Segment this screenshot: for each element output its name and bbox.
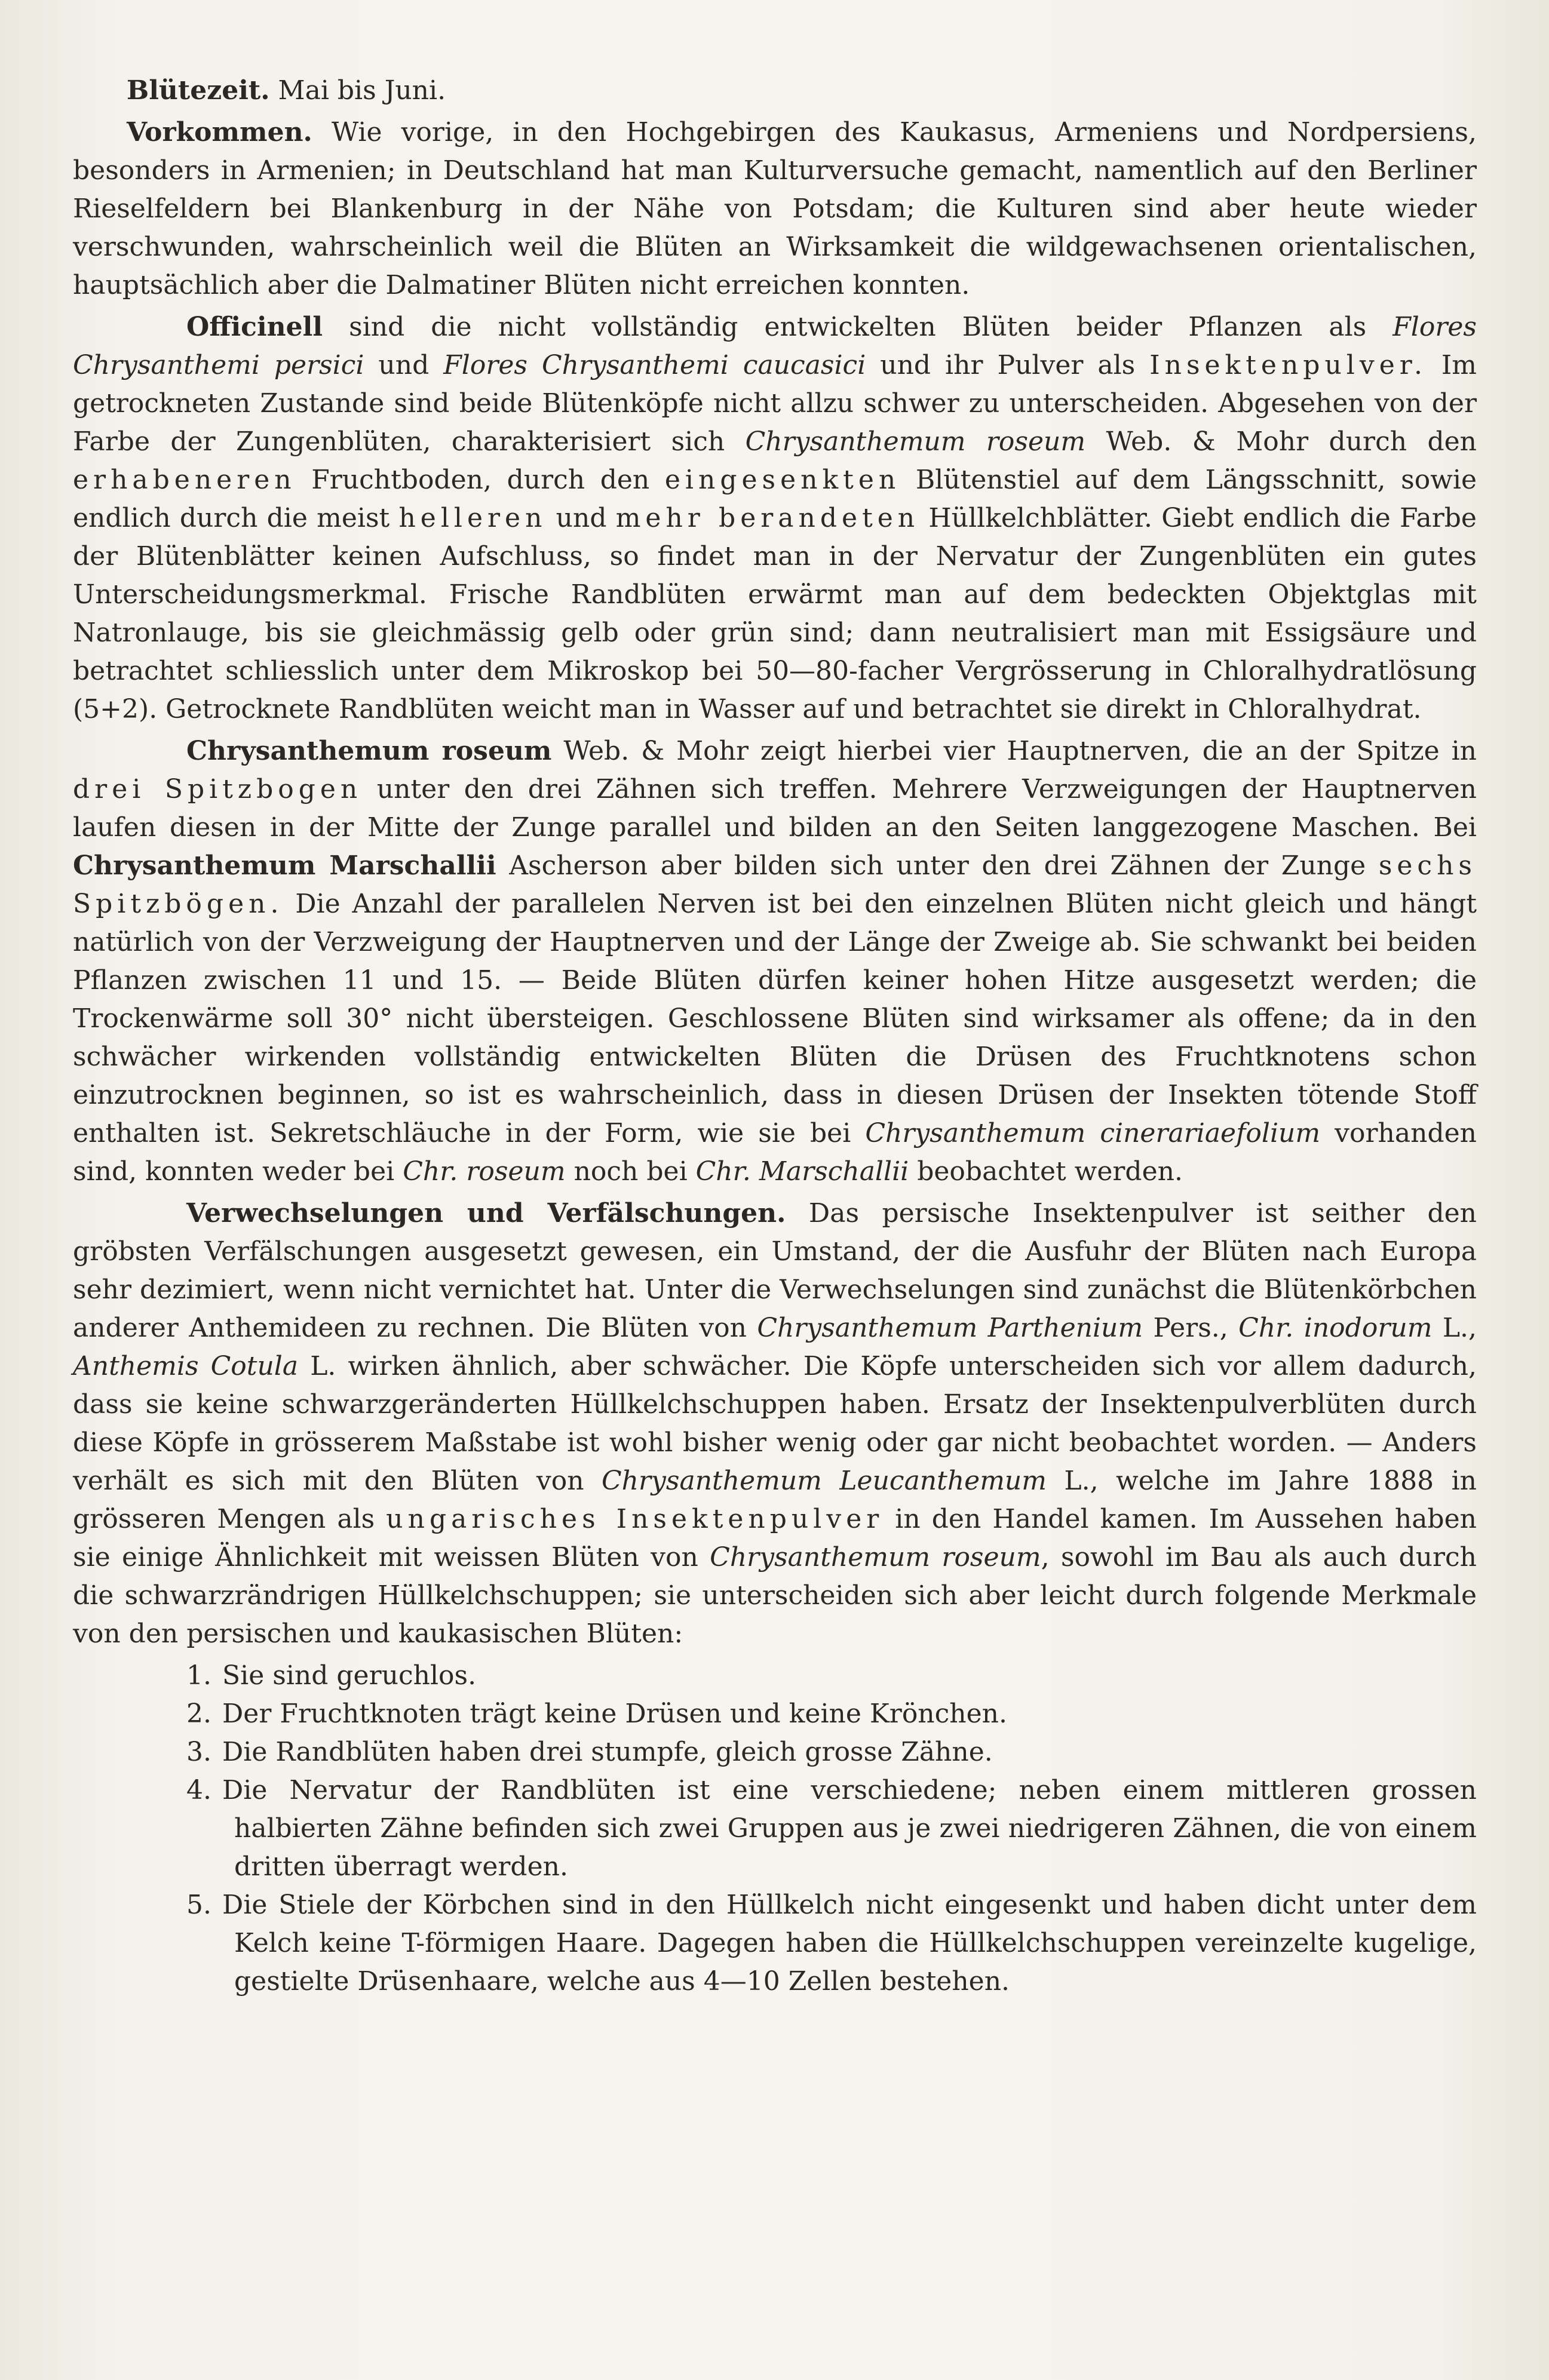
italic-term: Chrysanthemum Parthenium — [757, 1313, 1143, 1343]
italic-term: Chrysanthemum cinerariaefolium — [865, 1118, 1321, 1148]
text-span: unter den drei Zähnen sich treffen. Mehrere Verzweigungen der Hauptnerven laufen diesen in der Mitte der Zunge parallel und bilden an den Seiten langgezogene Maschen. Bei — [73, 774, 1477, 843]
text-span: L. wirken ähnlich, aber schwächer. Die Köpfe unterscheiden sich vor allem dadurch, dass sie keine schwarzgeränderten Hüllkelchschuppen haben. Ersatz der Insektenpulverblüten durch diese Köpfe in grösserem Maßstabe ist wohl bisher wenig oder gar nicht beobachtet worden. — Anders verhält es sich mit den Blüten von — [73, 1351, 1477, 1496]
spaced-term: helleren — [398, 503, 547, 533]
list-item — [186, 1733, 1477, 1771]
italic-term: Chr. Marschallii — [695, 1156, 909, 1187]
heading-blutezeit: Blütezeit. — [127, 75, 270, 106]
list-number: 5. — [186, 1890, 211, 1920]
text-span: Ascherson aber bilden sich unter den drei Zähnen der Zunge — [496, 850, 1379, 881]
italic-term: Chrysanthemum Leucanthemum — [602, 1466, 1047, 1496]
italic-term: Anthemis Cotula — [73, 1351, 299, 1381]
list-number: 1. — [186, 1660, 211, 1691]
text-span: Fruchtboden, durch den — [296, 465, 665, 495]
page-text — [73, 72, 1477, 2001]
paragraph-blutezeit — [73, 72, 1477, 110]
text-span: sind die nicht vollständig entwickelten Blüten beider Pflanzen als — [323, 312, 1393, 342]
text-span: und ihr Pulver als — [866, 350, 1150, 380]
list-item — [186, 1695, 1477, 1733]
text-span: Die Anzahl der parallelen Nerven ist bei den einzelnen Blüten nicht gleich und hängt natürlich von der Verzweigung der Hauptnerven und der Länge der Zweige ab. Sie schwankt bei beiden Pflanzen zwischen 11 und 15. — Beide Blüten dürfen keiner hohen Hitze ausgesetzt werden; die Trockenwärme soll 30° nicht übersteigen. Geschlossene Blüten sind wirksamer als offene; da in den schwächer wirkenden vollständig entwickelten Blüten die Drüsen des Fruchtknotens schon einzutrocknen beginnen, so ist es wahrscheinlich, dass in diesen Drüsen der Insekten tötende Stoff enthalten ist. Sekretschläuche in der Form, wie sie bei — [73, 889, 1477, 1148]
text-span: L., welche im Jahre 1888 in grösseren Mengen als — [73, 1466, 1477, 1534]
heading-vorkommen: Vorkommen. — [127, 117, 312, 148]
list-text: Die Randblüten haben drei stumpfe, gleich grosse Zähne. — [222, 1737, 993, 1767]
paragraph-officinell — [73, 308, 1477, 729]
list-item — [186, 1771, 1477, 1886]
text-span: Pers., — [1143, 1313, 1239, 1343]
text-span: noch bei — [565, 1156, 696, 1187]
italic-term: Flores Chrysanthemi persici — [73, 312, 1477, 380]
list-text: Die Stiele der Körbchen sind in den Hüllkelch nicht eingesenkt und haben dicht unter dem Kelch keine T-förmigen Haare. Dagegen haben die Hüllkelchschuppen vereinzelte kugelige, gestielte Drüsenhaare, welche aus 4—10 Zellen bestehen. — [222, 1890, 1477, 1997]
text-span: Blütenstiel auf dem Längsschnitt, sowie endlich durch die meist — [73, 465, 1477, 533]
text-span: Im getrockneten Zustande sind beide Blütenköpfe nicht allzu schwer zu unterscheiden. Abgesehen von der Farbe der Zungenblüten, charakterisiert sich — [73, 350, 1477, 457]
italic-term: Chrysanthemum roseum — [745, 426, 1086, 457]
list-number: 4. — [186, 1775, 211, 1805]
heading-verwechselungen: Verwechselungen und Verfälschungen. — [186, 1198, 786, 1229]
italic-term: Flores Chrysanthemi caucasici — [443, 350, 866, 380]
text-span: Das persische Insektenpulver ist seither den gröbsten Verfälschungen ausgesetzt gewesen, ein Umstand, der die Ausfuhr der Blüten nach Europa sehr dezimiert, wenn nicht vernichtet hat. Unter die Verwechselungen sind zunächst die Blütenkörbchen anderer Anthemideen zu rechnen. Die Blüten von — [73, 1198, 1477, 1343]
text-vorkommen: Wie vorige, in den Hochgebirgen des Kaukasus, Armeniens und Nordpersiens, besonders in Armenien; in Deutschland hat man Kulturversuche gemacht, namentlich auf den Berliner Rieselfeldern bei Blankenburg in der Nähe von Potsdam; die Kulturen sind aber heute wieder verschwunden, wahrscheinlich weil die Blüten an Wirksamkeit die wildgewachsenen orientalischen, hauptsächlich aber die Dalmatiner Blüten nicht erreichen konnten. — [73, 117, 1477, 300]
text-span: vorhanden sind, konnten weder bei — [73, 1118, 1477, 1187]
text-span: und — [547, 503, 616, 533]
text-span: beobachtet werden. — [909, 1156, 1183, 1187]
spaced-term: drei Spitzbogen — [73, 774, 363, 804]
text-span: Web. & Mohr zeigt hierbei vier Hauptnerven, die an der Spitze in — [551, 736, 1477, 766]
feature-list — [73, 1657, 1477, 2001]
heading-roseum: Chrysanthemum roseum — [186, 736, 552, 766]
bold-term: Chrysanthemum Marschallii — [73, 850, 496, 881]
text-blutezeit: Mai bis Juni. — [269, 75, 446, 106]
list-number: 3. — [186, 1737, 211, 1767]
spaced-term: mehr berandeten — [615, 503, 920, 533]
text-span: Hüllkelchblätter. Giebt endlich die Farbe der Blütenblätter keinen Aufschluss, so findet man in der Nervatur der Zungenblüten ein gutes Unterscheidungsmerkmal. Frische Randblüten erwärmt man auf dem bedeckten Objektglas mit Natronlauge, bis sie gleichmässig gelb oder grün sind; dann neutralisiert man mit Essigsäure und betrachtet schliesslich unter dem Mikroskop bei 50—80-facher Vergrösserung in Chloralhydratlösung (5+2). Getrocknete Randblüten weicht man in Wasser auf und betrachtet sie direkt in Chloralhydrat. — [73, 503, 1477, 724]
spaced-term: sechs Spitzbögen. — [73, 850, 1477, 919]
spaced-term: ungarisches Insektenpulver — [386, 1504, 884, 1534]
list-item — [186, 1886, 1477, 2001]
list-number: 2. — [186, 1699, 211, 1729]
list-text: Sie sind geruchlos. — [222, 1660, 477, 1691]
spaced-term: eingesenkten — [664, 465, 901, 495]
text-span: und — [364, 350, 444, 380]
spaced-term: erhabeneren — [73, 465, 296, 495]
italic-term: Chr. inodorum — [1238, 1313, 1433, 1343]
text-span: L., — [1432, 1313, 1477, 1343]
paragraph-vorkommen — [73, 113, 1477, 305]
list-text: Die Nervatur der Randblüten ist eine verschiedene; neben einem mittleren grossen halbierten Zähne befinden sich zwei Gruppen aus je zwei niedrigeren Zähnen, die von einem dritten überragt werden. — [222, 1775, 1477, 1882]
italic-term: Chr. roseum — [403, 1156, 566, 1187]
paragraph-verwechselungen — [73, 1194, 1477, 1653]
italic-term: Chrysanthemum roseum — [710, 1542, 1041, 1573]
spaced-term: Insektenpulver. — [1149, 350, 1427, 380]
heading-officinell: Officinell — [186, 312, 323, 342]
paragraph-roseum — [73, 732, 1477, 1191]
list-text: Der Fruchtknoten trägt keine Drüsen und keine Krönchen. — [222, 1699, 1007, 1729]
list-item — [186, 1657, 1477, 1695]
text-span: in den Handel kamen. Im Aussehen haben sie einige Ähnlichkeit mit weissen Blüten von — [73, 1504, 1477, 1573]
text-span: , sowohl im Bau als auch durch die schwarzrändrigen Hüllkelchschuppen; sie unterscheiden sich aber leicht durch folgende Merkmale von den persischen und kaukasischen Blüten: — [73, 1542, 1477, 1649]
text-span: Web. & Mohr durch den — [1085, 426, 1477, 457]
